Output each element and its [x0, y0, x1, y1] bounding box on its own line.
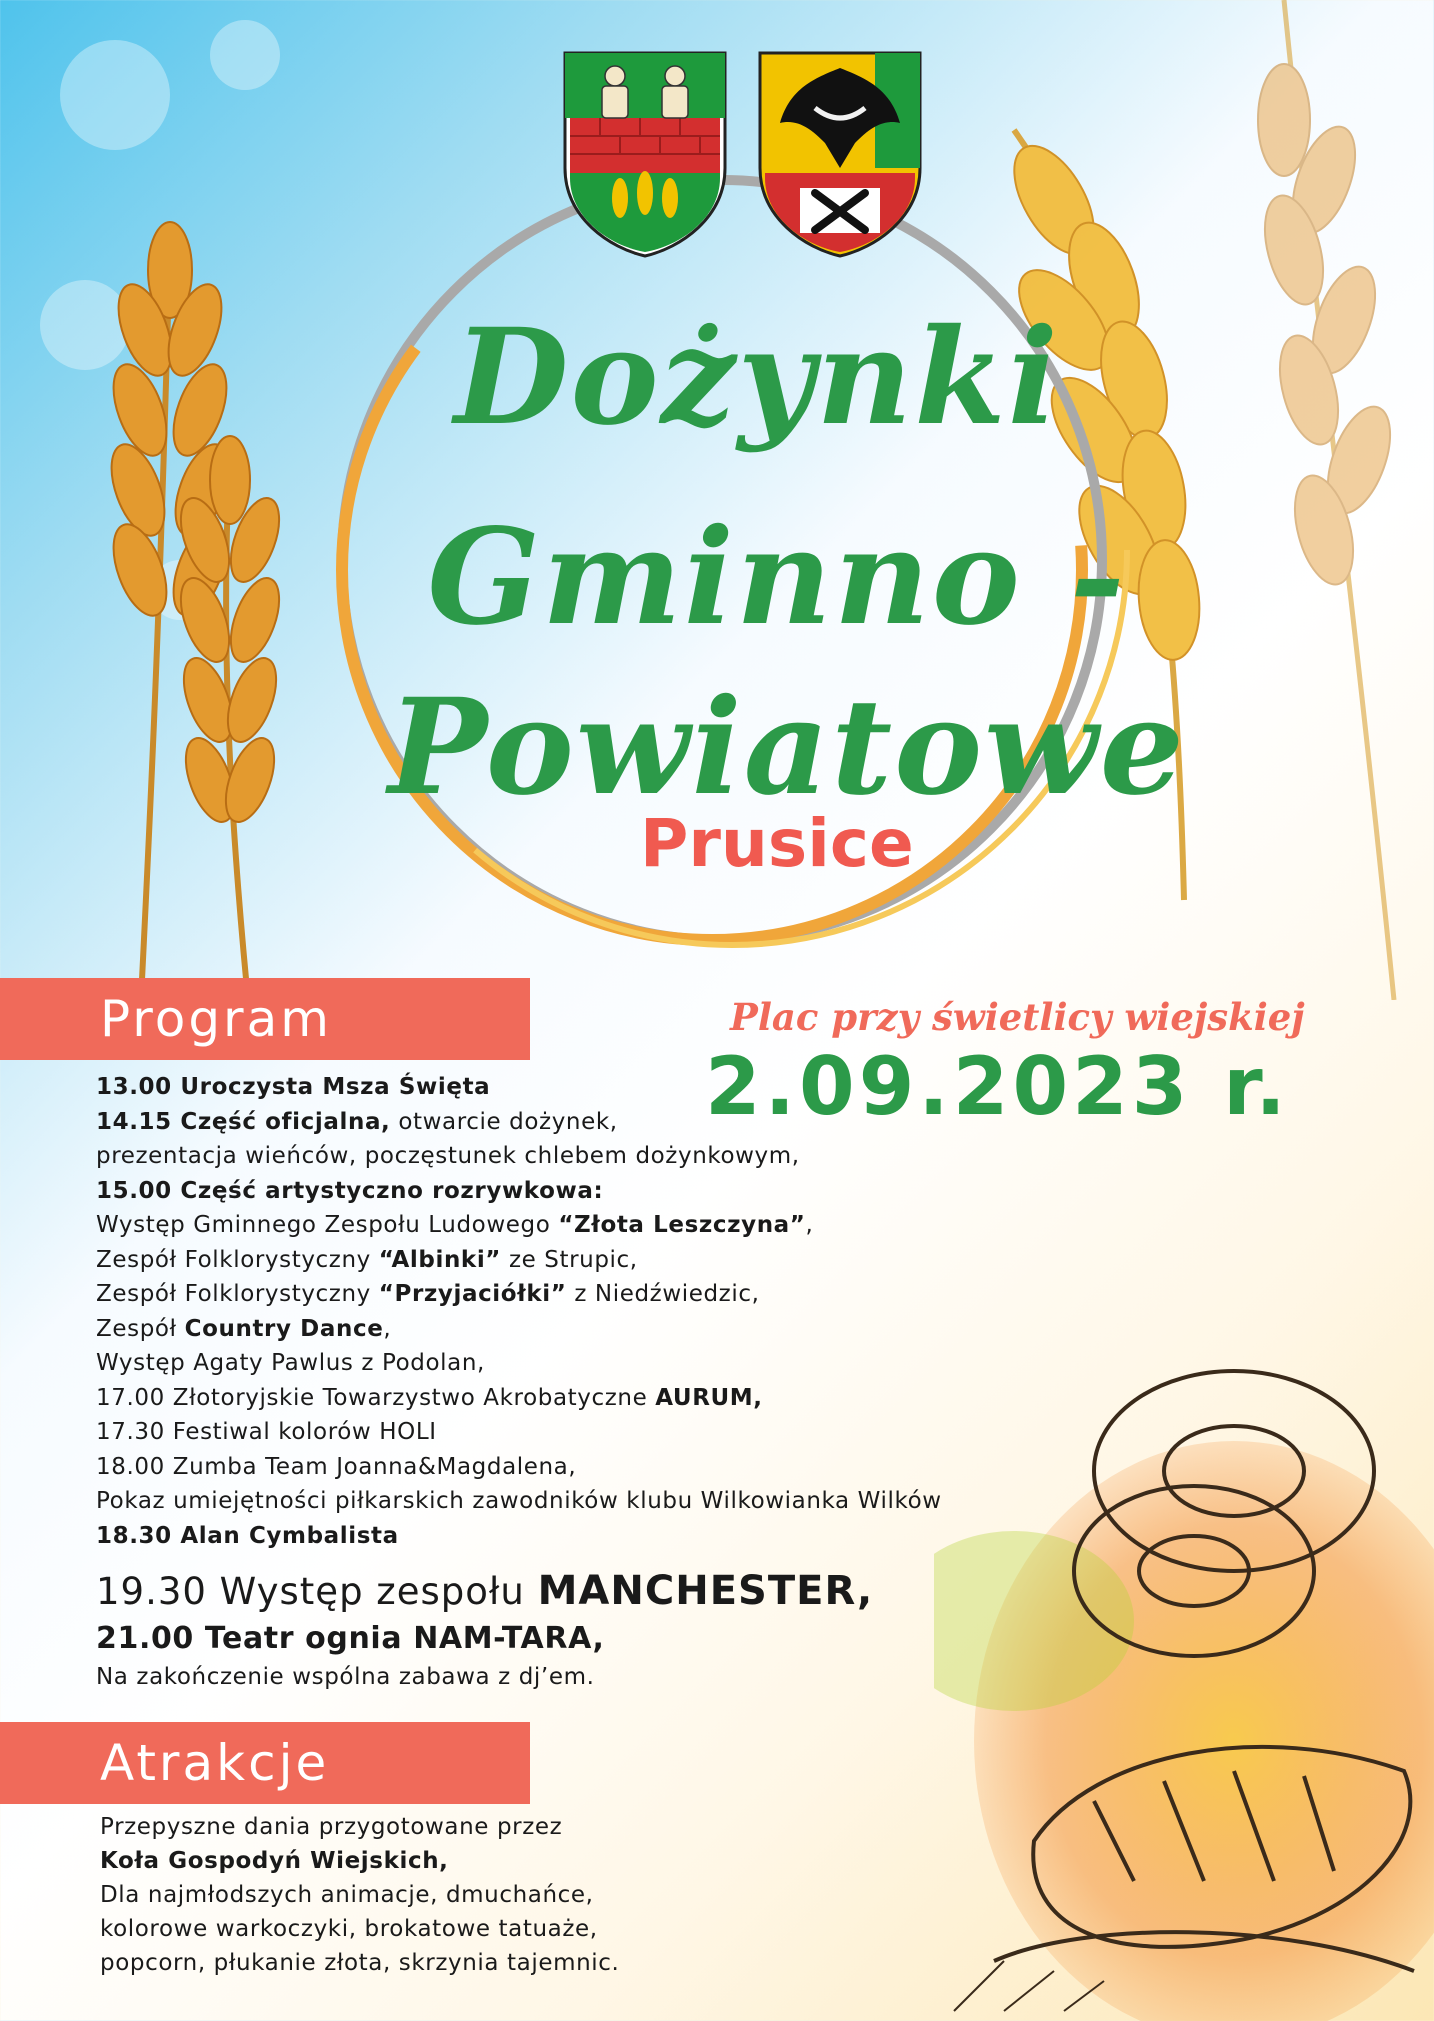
- highlight-manchester: [96, 1565, 1036, 1618]
- atrakcje-item: Dla najmłodszych animacje, dmuchańce,: [100, 1882, 594, 1908]
- program-item-text: Zespół Folklorystyczny: [96, 1246, 379, 1273]
- bread-illustration: [934, 1321, 1434, 2021]
- program-closing: Na zakończenie wspólna zabawa z dj’em.: [96, 1664, 595, 1690]
- coat-of-arms-group: [560, 48, 930, 258]
- highlight-namtara-bold: NAM-TARA,: [413, 1621, 605, 1656]
- program-item-text: Występ Gminnego Zespołu Ludowego: [96, 1212, 559, 1238]
- event-date: 2.09.2023 r.: [705, 1040, 1290, 1133]
- highlight-manchester-text: 19.30 Występ zespołu: [96, 1570, 538, 1613]
- atrakcje-item: Przepyszne dania przygotowane przez: [100, 1814, 563, 1840]
- program-list: [96, 1070, 1036, 1695]
- highlight-namtara: [96, 1618, 1036, 1660]
- program-item: [96, 1208, 1036, 1243]
- program-item-text: ze Strupic,: [501, 1246, 638, 1273]
- program-item-text: 18.00 Zumba Team Joanna&Magdalena,: [96, 1453, 577, 1480]
- program-item-text: Występ Agaty Pawlus z Podolan,: [96, 1350, 485, 1376]
- program-item: [96, 1484, 1036, 1519]
- program-item-text: Zespół Folklorystyczny: [96, 1281, 379, 1307]
- highlight-namtara-text: 21.00 Teatr ognia: [96, 1621, 414, 1656]
- program-item-text: 14.15 Część oficjalna,: [96, 1108, 391, 1135]
- atrakcje-list: [100, 1810, 800, 1980]
- title-line-3: Powiatowe: [388, 670, 1186, 825]
- program-heading: Program: [0, 978, 530, 1060]
- title-line-1: Dożynki: [454, 300, 1060, 455]
- program-item-text: ,: [805, 1212, 814, 1238]
- program-item-text: ,: [383, 1315, 392, 1342]
- program-item-text: 15.00 Część artystyczno rozrywkowa:: [96, 1177, 604, 1204]
- powiat-crest-icon: [755, 48, 925, 258]
- program-item-text: AURUM,: [655, 1384, 763, 1411]
- title-line-2: Gminno -: [427, 500, 1127, 655]
- program-item: [96, 1277, 1036, 1312]
- atrakcje-item: popcorn, płukanie złota, skrzynia tajemnic.: [100, 1950, 620, 1976]
- program-item-text: Country Dance: [184, 1315, 384, 1342]
- program-item: [96, 1174, 1036, 1209]
- program-item: [96, 1243, 1036, 1278]
- highlight-manchester-bold: MANCHESTER,: [537, 1568, 874, 1614]
- program-item-text: “Złota Leszczyna”: [558, 1212, 806, 1238]
- atrakcje-item: kolorowe warkoczyki, brokatowe tatuaże,: [100, 1916, 598, 1942]
- program-item-text: 13.00 Uroczysta Msza Święta: [96, 1074, 491, 1100]
- program-item-text: Pokaz umiejętności piłkarskich zawodników klubu Wilkowianka Wilków: [96, 1488, 942, 1514]
- program-item: [96, 1415, 1036, 1450]
- program-item: [96, 1105, 1036, 1140]
- program-item-text: 18.30 Alan Cymbalista: [96, 1522, 399, 1549]
- program-item: [96, 1139, 1036, 1174]
- program-item-text: otwarcie dożynek,: [390, 1108, 618, 1135]
- program-item: [96, 1346, 1036, 1381]
- program-item-text: z Niedźwiedzic,: [566, 1281, 760, 1307]
- program-items: [96, 1070, 1036, 1553]
- program-item-text: “Albinki”: [378, 1246, 502, 1273]
- bokeh-light: [210, 20, 280, 90]
- city-name: Prusice: [640, 805, 914, 882]
- program-item: [96, 1381, 1036, 1416]
- program-item-text: 17.00 Złotoryjskie Towarzystwo Akrobatyczne: [96, 1384, 656, 1411]
- program-item: [96, 1450, 1036, 1485]
- gmina-crest-icon: [560, 48, 730, 258]
- event-place: Plac przy świetlicy wiejskiej: [730, 995, 1305, 1039]
- program-item-text: “Przyjaciółki”: [378, 1281, 567, 1307]
- program-item: [96, 1519, 1036, 1554]
- atrakcje-item: Koła Gospodyń Wiejskich,: [100, 1848, 449, 1874]
- atrakcje-heading: Atrakcje: [0, 1722, 530, 1804]
- program-item-text: prezentacja wieńców, poczęstunek chlebem dożynkowym,: [96, 1143, 800, 1169]
- program-item: [96, 1312, 1036, 1347]
- program-item-text: Zespół: [96, 1315, 185, 1342]
- program-item-text: 17.30 Festiwal kolorów HOLI: [96, 1419, 437, 1445]
- program-item: [96, 1070, 1036, 1105]
